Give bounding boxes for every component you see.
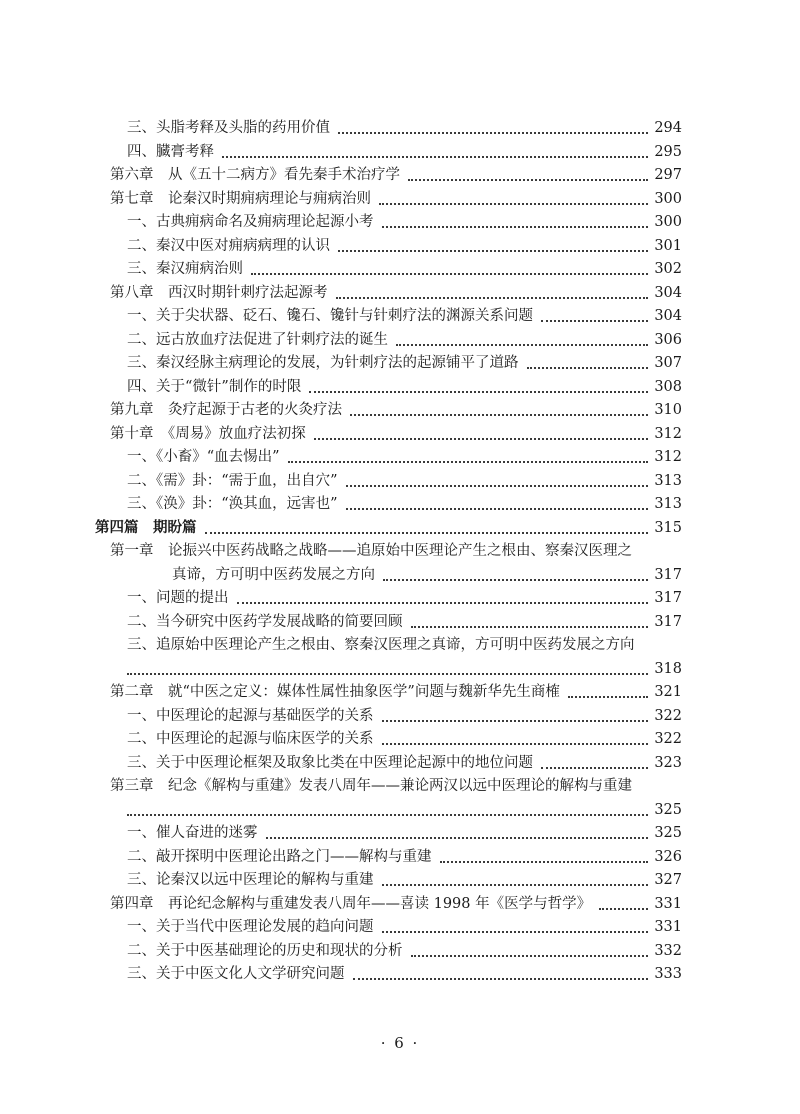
toc-entry [0,445,800,469]
toc-page-number: 327 [654,872,682,888]
toc-page-number: 317 [654,590,682,606]
toc-page-number: 333 [654,966,682,982]
toc-entry [0,422,800,446]
toc-page-number: 294 [654,120,682,136]
toc-page-number: 297 [654,167,682,183]
toc-page-number: 315 [654,519,682,536]
toc-page-number: 295 [654,143,682,160]
toc-page-number: 302 [654,261,682,277]
toc-leader [599,908,648,910]
toc-page-number: 313 [654,472,682,489]
toc-title: 第七章 论秦汉时期痈病理论与痈病治则 [110,190,371,207]
toc-leader [127,814,648,816]
toc-entry [0,492,800,516]
toc-title: 一、催人奋进的迷雾 [127,825,258,841]
toc-page-number: 332 [654,942,682,959]
toc-entry [0,328,800,352]
toc-entry [0,116,800,140]
toc-entry [0,563,800,587]
toc-title: 四、臓膏考释 [127,143,214,160]
toc-entry [0,657,800,681]
toc-entry [0,281,800,305]
toc-leader [127,673,648,675]
toc-leader [336,297,649,299]
toc-title: 三、《涣》卦：“涣其血，远害也” [127,496,338,512]
toc-page-number: 325 [654,825,682,841]
toc-title: 三、头脂考释及头脂的药用价值 [127,120,330,136]
toc-leader [382,226,649,228]
toc-leader [382,720,649,722]
toc-page-number: 323 [654,754,682,771]
toc-title: 第一章 论振兴中医药战略之战略——追原始中医理论产生之根由、察秦汉医理之 [110,543,632,559]
toc-title: 第六章 从《五十二病方》看先秦手术治疗学 [110,167,400,183]
toc-title: 一、问题的提出 [127,590,229,606]
toc-leader [338,250,648,252]
toc-title: 二、关于中医基础理论的历史和现状的分析 [127,942,403,959]
toc-page-number: 304 [654,308,682,324]
toc-page-number: 301 [654,237,682,254]
toc-entry [0,821,800,845]
toc-entry [0,539,800,563]
toc-page-number: 300 [654,190,682,207]
toc-entry [0,892,800,916]
toc-entry [0,798,800,822]
toc-entry [0,727,800,751]
toc-page-number: 325 [654,801,682,818]
toc-title: 一、关于当代中医理论发展的趋向问题 [127,919,374,935]
toc-entry [0,610,800,634]
toc-entry [0,375,800,399]
toc-entry [0,680,800,704]
toc-title: 第四篇 期盼篇 [95,518,197,536]
toc-title: 第八章 西汉时期针刺疗法起源考 [110,284,328,301]
toc-leader [237,602,649,604]
toc-title: 三、秦汉经脉主病理论的发展，为针刺疗法的起源铺平了道路 [127,355,519,371]
toc-leader [353,978,649,980]
toc-title: 二、秦汉中医对痈病病理的认识 [127,237,330,254]
toc-page-number: 307 [654,355,682,371]
toc-leader [288,461,649,463]
toc-leader [251,273,648,275]
toc-page-number: 326 [654,848,682,865]
toc-title: 三、论秦汉以远中医理论的解构与重建 [127,872,374,888]
toc-title: 一、关于尖状器、砭石、镵石、镵针与针刺疗法的渊源关系问题 [127,308,533,324]
toc-title: 三、关于中医文化人文学研究问题 [127,966,345,982]
toc-leader [338,132,648,134]
toc-leader [541,320,648,322]
toc-entry [0,868,800,892]
toc-page-number: 321 [654,684,682,700]
toc-page-number: 322 [654,707,682,724]
toc-entry [0,163,800,187]
toc-title: 三、追原始中医理论产生之根由、察秦汉医理之真谛，方可明中医药发展之方向 [127,637,635,653]
toc-page-number: 317 [654,613,682,630]
toc-leader [266,837,649,839]
toc-leader [382,931,649,933]
toc-leader [205,532,649,534]
toc-title: 二、《需》卦：“需于血，出自穴” [127,472,338,489]
toc-title: 第十章 《周易》放血疗法初探 [110,425,306,442]
toc-leader [309,391,648,393]
toc-page-number: 310 [654,402,682,418]
toc-page-number: 331 [654,895,682,912]
toc-leader [541,767,648,769]
toc-entry [0,774,800,798]
toc-page-number: 300 [654,214,682,230]
toc-page-number: 331 [654,919,682,935]
toc-leader [527,367,649,369]
toc-leader [379,203,648,205]
toc-leader [411,626,649,628]
toc-title: 二、远古放血疗法促进了针刺疗法的诞生 [127,331,388,348]
toc-leader [408,179,648,181]
toc-title: 第二章 就“中医之定义：媒体性属性抽象医学”问题与魏新华先生商榷 [110,684,560,700]
toc-title: 二、中医理论的起源与临床医学的关系 [127,731,374,747]
toc-title: 第四章 再论纪念解构与重建发表八周年——喜读 1998 年《医学与哲学》 [110,895,592,912]
toc-title: 真谛，方可明中医药发展之方向 [172,566,375,583]
toc-leader [346,485,649,487]
toc-leader [382,743,649,745]
toc-title: 一、中医理论的起源与基础医学的关系 [127,707,374,724]
toc-entry [0,516,800,540]
toc-page-number: 306 [654,331,682,348]
toc-entry [0,915,800,939]
toc-entry [0,351,800,375]
toc-title: 一、古典痈病命名及痈病理论起源小考 [127,214,374,230]
toc-title: 一、《小畜》“血去惕出” [127,449,280,465]
toc-entry [0,845,800,869]
toc-page-number: 317 [654,566,682,583]
toc-page-number: 322 [654,731,682,747]
toc-title: 二、当今研究中医药学发展战略的简要回顾 [127,613,403,630]
toc-title: 三、秦汉痈病治则 [127,261,243,277]
toc-title: 三、关于中医理论框架及取象比类在中医理论起源中的地位问题 [127,754,533,771]
toc-title: 第九章 灸疗起源于古老的火灸疗法 [110,402,342,418]
toc-title: 第三章 纪念《解构与重建》发表八周年——兼论两汉以远中医理论的解构与重建 [110,778,632,794]
toc-page-number: 312 [654,425,682,442]
toc-entry [0,633,800,657]
toc-entry [0,398,800,422]
toc-entry [0,210,800,234]
toc-page-number: 304 [654,284,682,301]
toc-entry [0,304,800,328]
toc-entry [0,469,800,493]
toc-leader [222,156,648,158]
toc-entry [0,704,800,728]
toc-leader [382,884,649,886]
toc-page-number: 318 [654,660,682,677]
toc-leader [346,508,649,510]
toc-leader [383,579,648,581]
toc-entry [0,751,800,775]
toc-entry [0,140,800,164]
toc-entry [0,187,800,211]
toc-entry [0,586,800,610]
toc-entry [0,962,800,986]
toc-leader [411,955,649,957]
toc-page-number: 312 [654,449,682,465]
toc-title: 二、敲开探明中医理论出路之门——解构与重建 [127,848,432,865]
toc-entry [0,234,800,258]
page-number: · 6 · [380,1034,420,1052]
toc-leader [350,414,648,416]
toc-entry [0,257,800,281]
toc-entry [0,939,800,963]
toc-leader [440,861,649,863]
toc-leader [568,696,648,698]
toc-page-number: 313 [654,496,682,512]
toc-leader [396,344,648,346]
toc-page-number: 308 [654,378,682,395]
toc-leader [314,438,649,440]
toc-title: 四、关于“微针”制作的时限 [127,378,302,395]
